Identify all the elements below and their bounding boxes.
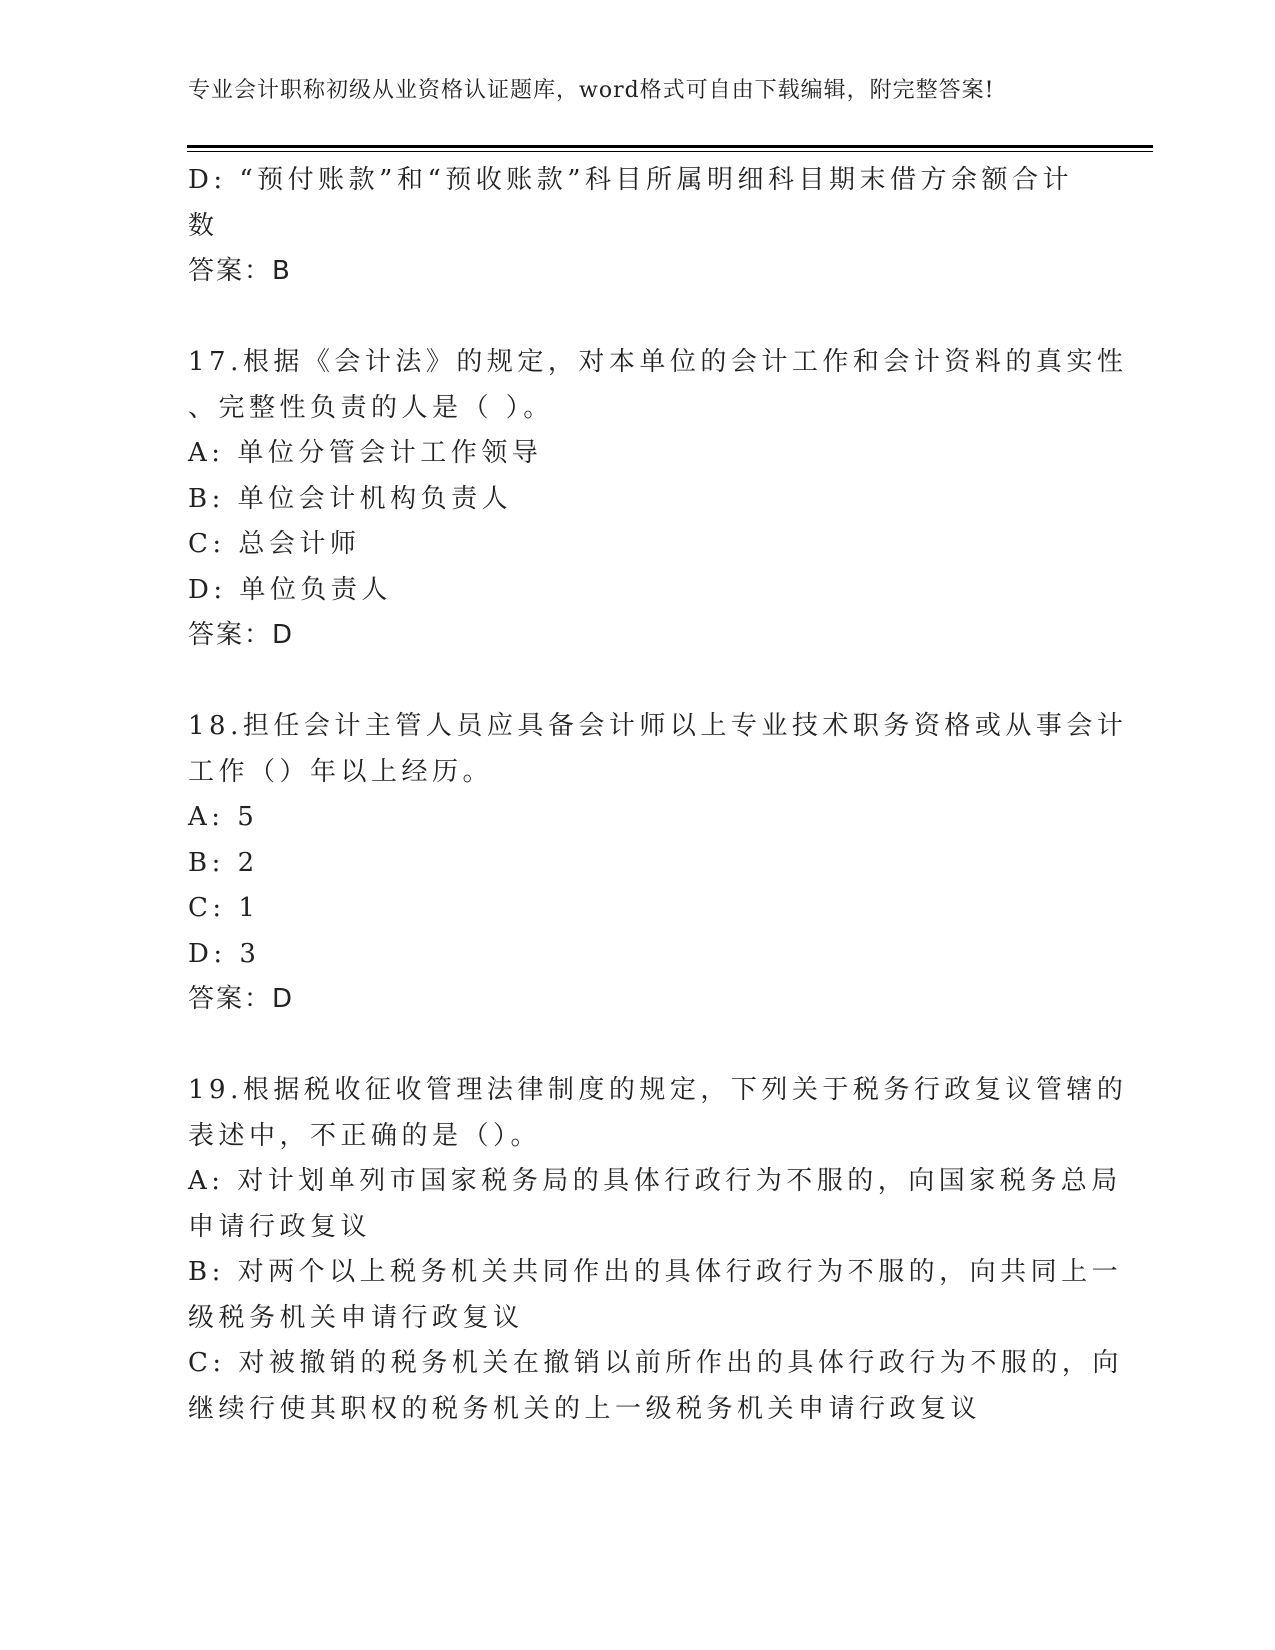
option-c: C: 总会计师 xyxy=(188,529,361,559)
answer: 答案：D xyxy=(188,984,295,1014)
question-stem-line-2: 表述中，不正确的是（）。 xyxy=(188,1120,542,1151)
option-d-line-2: 数 xyxy=(188,210,219,241)
header-rule-thin xyxy=(187,151,1153,152)
option-d: D: 3 xyxy=(188,938,261,969)
question-stem-line-2: 工作（）年以上经历。 xyxy=(188,756,494,787)
option-a: A: 单位分管会计工作领导 xyxy=(188,438,543,468)
question-stem-line-1: 19.根据税收征收管理法律制度的规定，下列关于税务行政复议管辖的 xyxy=(188,1075,1128,1105)
question-17 xyxy=(188,340,1128,659)
option-a-line-1: A: 对计划单列市国家税务局的具体行政行为不服的，向国家税务总局 xyxy=(188,1166,1122,1196)
option-b-line-2: 级税务机关申请行政复议 xyxy=(188,1302,524,1333)
option-b-line-1: B: 对两个以上税务机关共同作出的具体行政行为不服的，向共同上一 xyxy=(188,1257,1123,1287)
option-a: A: 5 xyxy=(188,802,259,832)
option-a-line-2: 申请行政复议 xyxy=(188,1211,372,1242)
header-rule-thick xyxy=(187,145,1153,148)
previous-question-tail xyxy=(188,158,1078,295)
question-stem-line-1: 17.根据《会计法》的规定，对本单位的会计工作和会计资料的真实性 xyxy=(188,347,1128,377)
option-d-line-1: D: “预付账款”和“预收账款”科目所属明细科目期末借方余额合计 xyxy=(188,165,1074,195)
option-c-line-2: 继续行使其职权的税务机关的上一级税务机关申请行政复议 xyxy=(188,1393,982,1424)
option-b: B: 2 xyxy=(188,847,259,878)
option-c: C: 1 xyxy=(188,893,260,923)
answer: 答案：B xyxy=(188,256,292,286)
option-b: B: 单位会计机构负责人 xyxy=(188,483,513,514)
option-c-line-1: C: 对被撤销的税务机关在撤销以前所作出的具体行政行为不服的，向 xyxy=(188,1348,1123,1378)
answer: 答案：D xyxy=(188,620,295,650)
spacer xyxy=(188,659,1078,705)
question-18 xyxy=(188,704,1128,1023)
question-content xyxy=(188,158,1128,1432)
spacer xyxy=(188,295,1078,341)
option-d: D: 单位负责人 xyxy=(188,574,392,605)
question-19 xyxy=(188,1068,1128,1432)
question-stem-line-2: 、完整性负责的人是（ ）。 xyxy=(188,392,554,423)
page-header: 专业会计职称初级从业资格认证题库，word格式可自由下载编辑，附完整答案! xyxy=(188,78,995,103)
question-stem-line-1: 18.担任会计主管人员应具备会计师以上专业技术职务资格或从事会计 xyxy=(188,711,1128,741)
spacer xyxy=(188,1023,1078,1069)
